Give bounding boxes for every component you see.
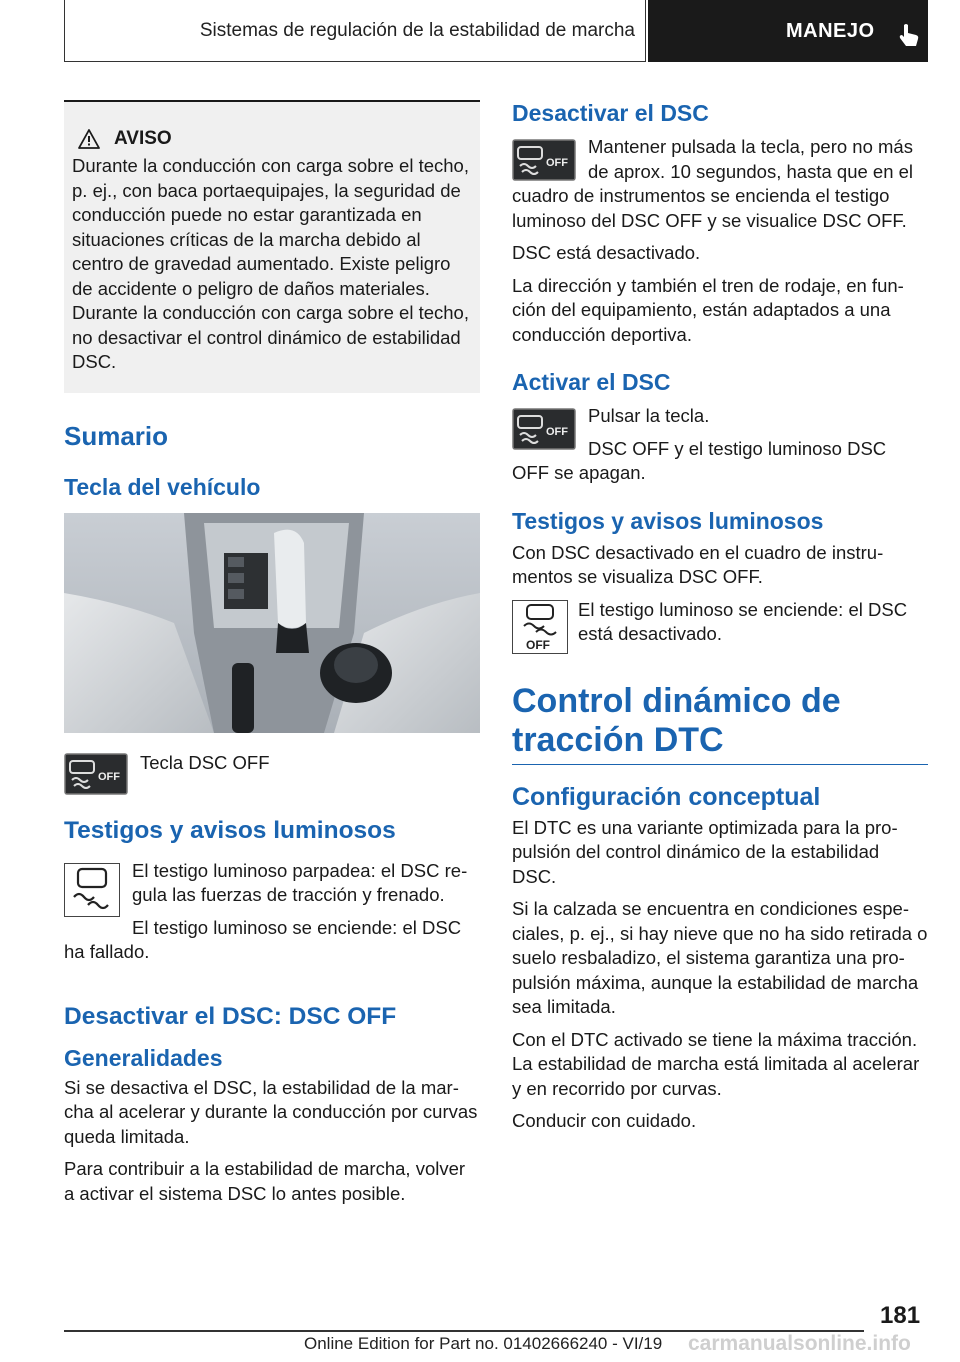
config-p3: Con el DTC activado se tiene la máxima tracción. La estabilidad de marcha está limitada al acelerar y en recorrido por curvas. <box>512 1028 920 1099</box>
right-column <box>512 100 928 1142</box>
activar-p1: Pulsar la tecla. <box>588 405 710 426</box>
warning-text: Durante la conducción con carga sobre el techo, p. ej., con baca portaequipajes, la seguridad de conducción puede no estar garantizada en situaciones críticas de la marcha debido al centro de gravedad aumentado. Existe peligro de accidente o peligro de daños materiales. Durante la conducción con carga sobre el techo, no desactivar el control dinámico de estabilidad DSC. <box>72 155 469 372</box>
testigo-on-text: El testigo luminoso se enciende: el DSC ha fallado. <box>64 916 462 962</box>
activar-p2: DSC OFF y el testigo luminoso DSC OFF se apagan. <box>512 437 887 483</box>
testigo-dsc-off-row <box>512 598 928 654</box>
heading-desactivar-dsc: Desactivar el DSC <box>512 100 709 126</box>
heading-dtc: Control dinámico de tracción DTC <box>512 682 928 765</box>
vehicle-console-photo <box>64 513 480 733</box>
footer-text: Online Edition for Part no. 01402666240 - VI/19 <box>304 1334 663 1353</box>
chapter-tab <box>648 0 928 62</box>
warning-box <box>64 100 480 393</box>
testigos-p1: Con DSC desactivado en el cuadro de instrumentos se visualiza DSC OFF. <box>512 541 884 587</box>
config-p2: Si la calzada se encuentra en condiciones especiales, p. ej., si hay nieve que no ha sido retirada o suelo resbaladizo, el sistema garantiza una propulsión máxima, aunque la estabilidad de marcha sea limitada. <box>512 898 928 1017</box>
desactivar-p3: La dirección y también el tren de rodaje, en función del equipamiento, están adaptados a una conducción deportiva. <box>512 274 904 345</box>
svg-text:OFF: OFF <box>526 637 550 652</box>
heading-configuracion: Configuración conceptual <box>512 782 821 811</box>
page-number: 181 <box>880 1302 921 1329</box>
testigo-blink-text: El testigo luminoso parpadea: el DSC regula las fuerzas de tracción y frenado. <box>132 859 468 905</box>
svg-text:OFF: OFF <box>98 770 120 783</box>
testigos-p2: El testigo luminoso se enciende: el DSC está desactivado. <box>578 598 908 644</box>
page-header <box>64 0 928 64</box>
generalidades-p2: Para contribuir a la estabilidad de marcha, volver a activar el sistema DSC lo antes posible. <box>64 1158 466 1204</box>
section-title: Sistemas de regulación de la estabilidad de marcha <box>64 0 646 62</box>
heading-testigos-left: Testigos y avisos luminosos <box>64 816 396 844</box>
heading-desactivar-dsc-off: Desactivar el DSC: DSC OFF <box>64 1002 397 1030</box>
chapter-label: MANEJO <box>786 19 875 42</box>
dsc-off-button-icon <box>512 408 576 450</box>
svg-text:OFF: OFF <box>546 426 568 438</box>
tecla-dsc-off-label: Tecla DSC OFF <box>140 751 270 773</box>
heading-testigos-right: Testigos y avisos luminosos <box>512 507 824 534</box>
watermark: carmanualsonline.info <box>688 1332 911 1355</box>
config-p4: Conducir con cuidado. <box>512 1110 697 1131</box>
heading-activar-dsc: Activar el DSC <box>512 369 671 395</box>
dsc-off-button-icon <box>512 139 576 181</box>
dsc-off-button-icon <box>64 753 128 795</box>
left-column <box>64 100 480 1214</box>
generalidades-p1: Si se desactiva el DSC, la estabilidad de la marcha al acelerar y durante la conducción por curvas queda limitada. <box>64 1076 478 1147</box>
heading-sumario: Sumario <box>64 420 169 451</box>
dsc-off-warning-light-icon <box>512 600 568 654</box>
svg-text:OFF: OFF <box>546 157 568 169</box>
config-p1: El DTC es una variante optimizada para la propulsión del control dinámico de la estabilidad DSC. <box>512 816 898 887</box>
pointing-hand-icon <box>896 22 922 48</box>
desactivar-p2: DSC está desactivado. <box>512 242 701 263</box>
heading-tecla-vehiculo: Tecla del vehículo <box>64 473 261 500</box>
heading-generalidades: Generalidades <box>64 1044 223 1071</box>
desactivar-p1: Mantener pulsada la tecla, pero no más de aprox. 10 segundos, hasta que en el cuadro de instrumentos se encienda el testigo luminoso del DSC OFF y se visualice DSC OFF. <box>512 136 914 231</box>
warning-triangle-icon <box>78 129 100 149</box>
tecla-dsc-off-row <box>64 751 480 795</box>
dsc-warning-light-icon <box>64 863 120 917</box>
warning-title: AVISO <box>114 128 172 149</box>
